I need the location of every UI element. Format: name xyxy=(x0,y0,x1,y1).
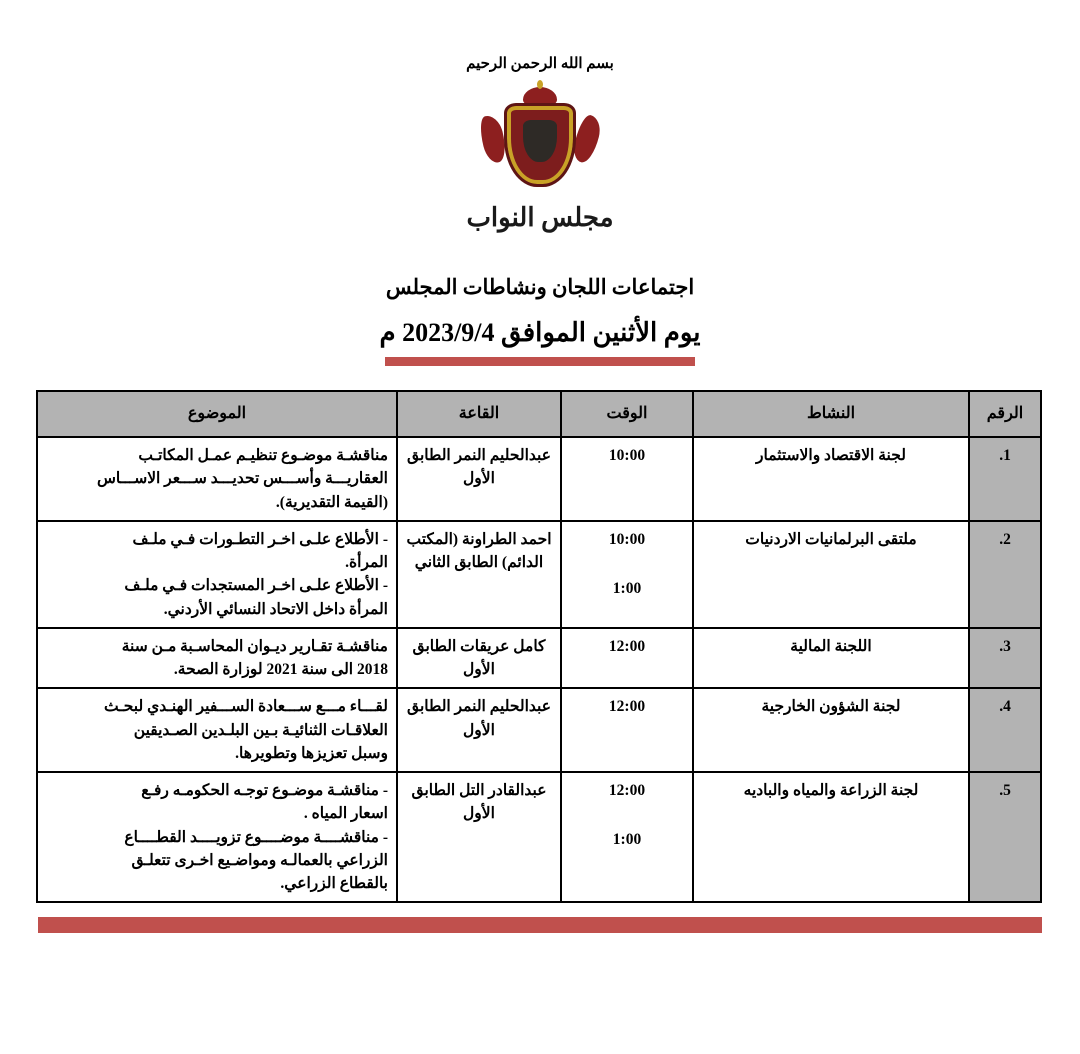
document-subtitle: اجتماعات اللجان ونشاطات المجلس xyxy=(385,275,695,299)
table-row xyxy=(37,688,1041,772)
emblem-caption: مجلس النواب xyxy=(466,203,614,232)
row-hall-line2: الطابق الأول xyxy=(407,698,495,739)
row-time-first: 12:00 xyxy=(608,782,646,799)
row-hall xyxy=(397,688,561,772)
row-subject-line: - الأطلاع علـى اخـر التطـورات فـي ملـف xyxy=(132,530,388,548)
row-subject-line: المرأة. xyxy=(345,554,388,571)
row-hall xyxy=(397,521,561,628)
row-hall-line2: الطابق الأول xyxy=(411,782,495,823)
row-subject-line: وسبل تعزيزها وتطويرها. xyxy=(235,744,388,762)
column-header-subject: الموضوع xyxy=(37,391,397,437)
row-hall-line2: الطابق الأول xyxy=(412,637,495,678)
table-row xyxy=(37,521,1041,628)
column-header-number: الرقم xyxy=(969,391,1041,437)
row-time xyxy=(561,688,693,772)
table-row xyxy=(37,628,1041,689)
row-activity: لجنة الاقتصاد والاستثمار xyxy=(693,437,969,521)
row-subject-line: المرأة داخل الاتحاد النسائي الأردني. xyxy=(163,600,388,618)
row-hall xyxy=(397,437,561,521)
title-underline xyxy=(385,357,695,366)
table-header-row xyxy=(37,391,1041,437)
row-subject-line: مناقشـة موضـوع تنظيـم عمـل المكاتـب xyxy=(138,447,388,464)
row-subject-line: (القيمة التقديرية). xyxy=(275,493,388,511)
row-number: .5 xyxy=(969,772,1041,902)
row-time-first: 12:00 xyxy=(608,698,646,716)
row-subject-line: العلاقـات الثنائيـة بـين البلـدين الصـديقين xyxy=(133,721,388,739)
row-subject-line: لقـــاء مـــع ســـعادة الســـفير الهنـدي لبحـث xyxy=(104,698,388,716)
row-subject xyxy=(37,521,397,628)
row-time-second: 1:00 xyxy=(612,831,642,849)
row-hall xyxy=(397,772,561,902)
footer-accent-bar xyxy=(38,917,1042,933)
row-activity: لجنة الشؤون الخارجية xyxy=(693,688,969,772)
row-subject-line: مناقشـة تقـارير ديـوان المحاسـبة مـن سنة xyxy=(121,637,388,655)
row-hall xyxy=(397,628,561,689)
shield-icon xyxy=(504,103,576,187)
table-row xyxy=(37,772,1041,902)
page-title: يوم الأثنين الموافق 2023/9/4 م xyxy=(379,318,701,347)
row-time xyxy=(561,521,693,628)
row-number: .2 xyxy=(969,521,1041,628)
row-hall-line1: احمد الطراونة xyxy=(461,530,552,548)
row-subject xyxy=(37,628,397,689)
row-time-second: 1:00 xyxy=(612,580,642,597)
row-number: .3 xyxy=(969,628,1041,689)
row-time xyxy=(561,628,693,689)
row-hall-line1: كامل عريقات xyxy=(460,637,546,655)
row-subject-line: اسعار المياه . xyxy=(303,805,388,823)
row-subject-line: - الأطلاع علـى اخـر المستجدات فـي ملـف xyxy=(124,577,388,595)
row-subject-line: - مناقشـة موضـوع توجـه الحكومـه رفـع xyxy=(141,782,388,799)
row-time-first: 10:00 xyxy=(608,447,646,464)
row-number: .1 xyxy=(969,437,1041,521)
row-time xyxy=(561,437,693,521)
emblem-block xyxy=(0,87,1080,233)
row-subject-line: 2018 الى سنة 2021 لوزارة الصحة. xyxy=(173,661,388,678)
row-hall-line1: عبدالقادر التل xyxy=(459,782,547,799)
shield-inner-icon xyxy=(523,120,557,162)
row-activity: لجنة الزراعة والمياه والباديه xyxy=(693,772,969,902)
row-subject-line: - مناقشــــة موضــــوع تزويــــد القطــــاع xyxy=(124,828,388,846)
row-hall-line3: الطابق الثاني xyxy=(414,554,499,571)
row-time-first: 10:00 xyxy=(608,530,646,548)
document-page xyxy=(0,54,1080,1054)
agenda-table xyxy=(36,390,1042,903)
agenda-table-wrapper xyxy=(38,390,1042,903)
row-hall-line2: (المكتب الدائم) xyxy=(406,530,544,571)
agenda-table-body xyxy=(37,437,1041,902)
row-subject xyxy=(37,688,397,772)
row-subject-line: العقاريـــة وأســـس تحديـــد ســـعر الاســـاس xyxy=(96,470,388,488)
basmala-text: بسم الله الرحمن الرحيم xyxy=(466,56,614,72)
table-row xyxy=(37,437,1041,521)
column-header-activity: النشاط xyxy=(693,391,969,437)
jordan-parliament-emblem-icon xyxy=(480,87,600,197)
row-subject xyxy=(37,437,397,521)
row-subject-line: الزراعي بالعمالـه ومواضـيع اخـرى تتعلـق xyxy=(131,851,388,869)
row-activity: ملتقى البرلمانيات الاردنيات xyxy=(693,521,969,628)
row-subject xyxy=(37,772,397,902)
document-title-block xyxy=(0,318,1080,366)
column-header-time: الوقت xyxy=(561,391,693,437)
row-subject-line: بالقطاع الزراعي. xyxy=(280,875,388,892)
row-time-first: 12:00 xyxy=(608,637,646,655)
row-hall-line1: عبدالحليم النمر xyxy=(454,447,551,464)
row-number: .4 xyxy=(969,688,1041,772)
row-activity: اللجنة المالية xyxy=(693,628,969,689)
row-hall-line2: الطابق الأول xyxy=(407,447,495,488)
row-hall-line1: عبدالحليم النمر xyxy=(454,698,551,716)
row-time xyxy=(561,772,693,902)
column-header-hall: القاعة xyxy=(397,391,561,437)
